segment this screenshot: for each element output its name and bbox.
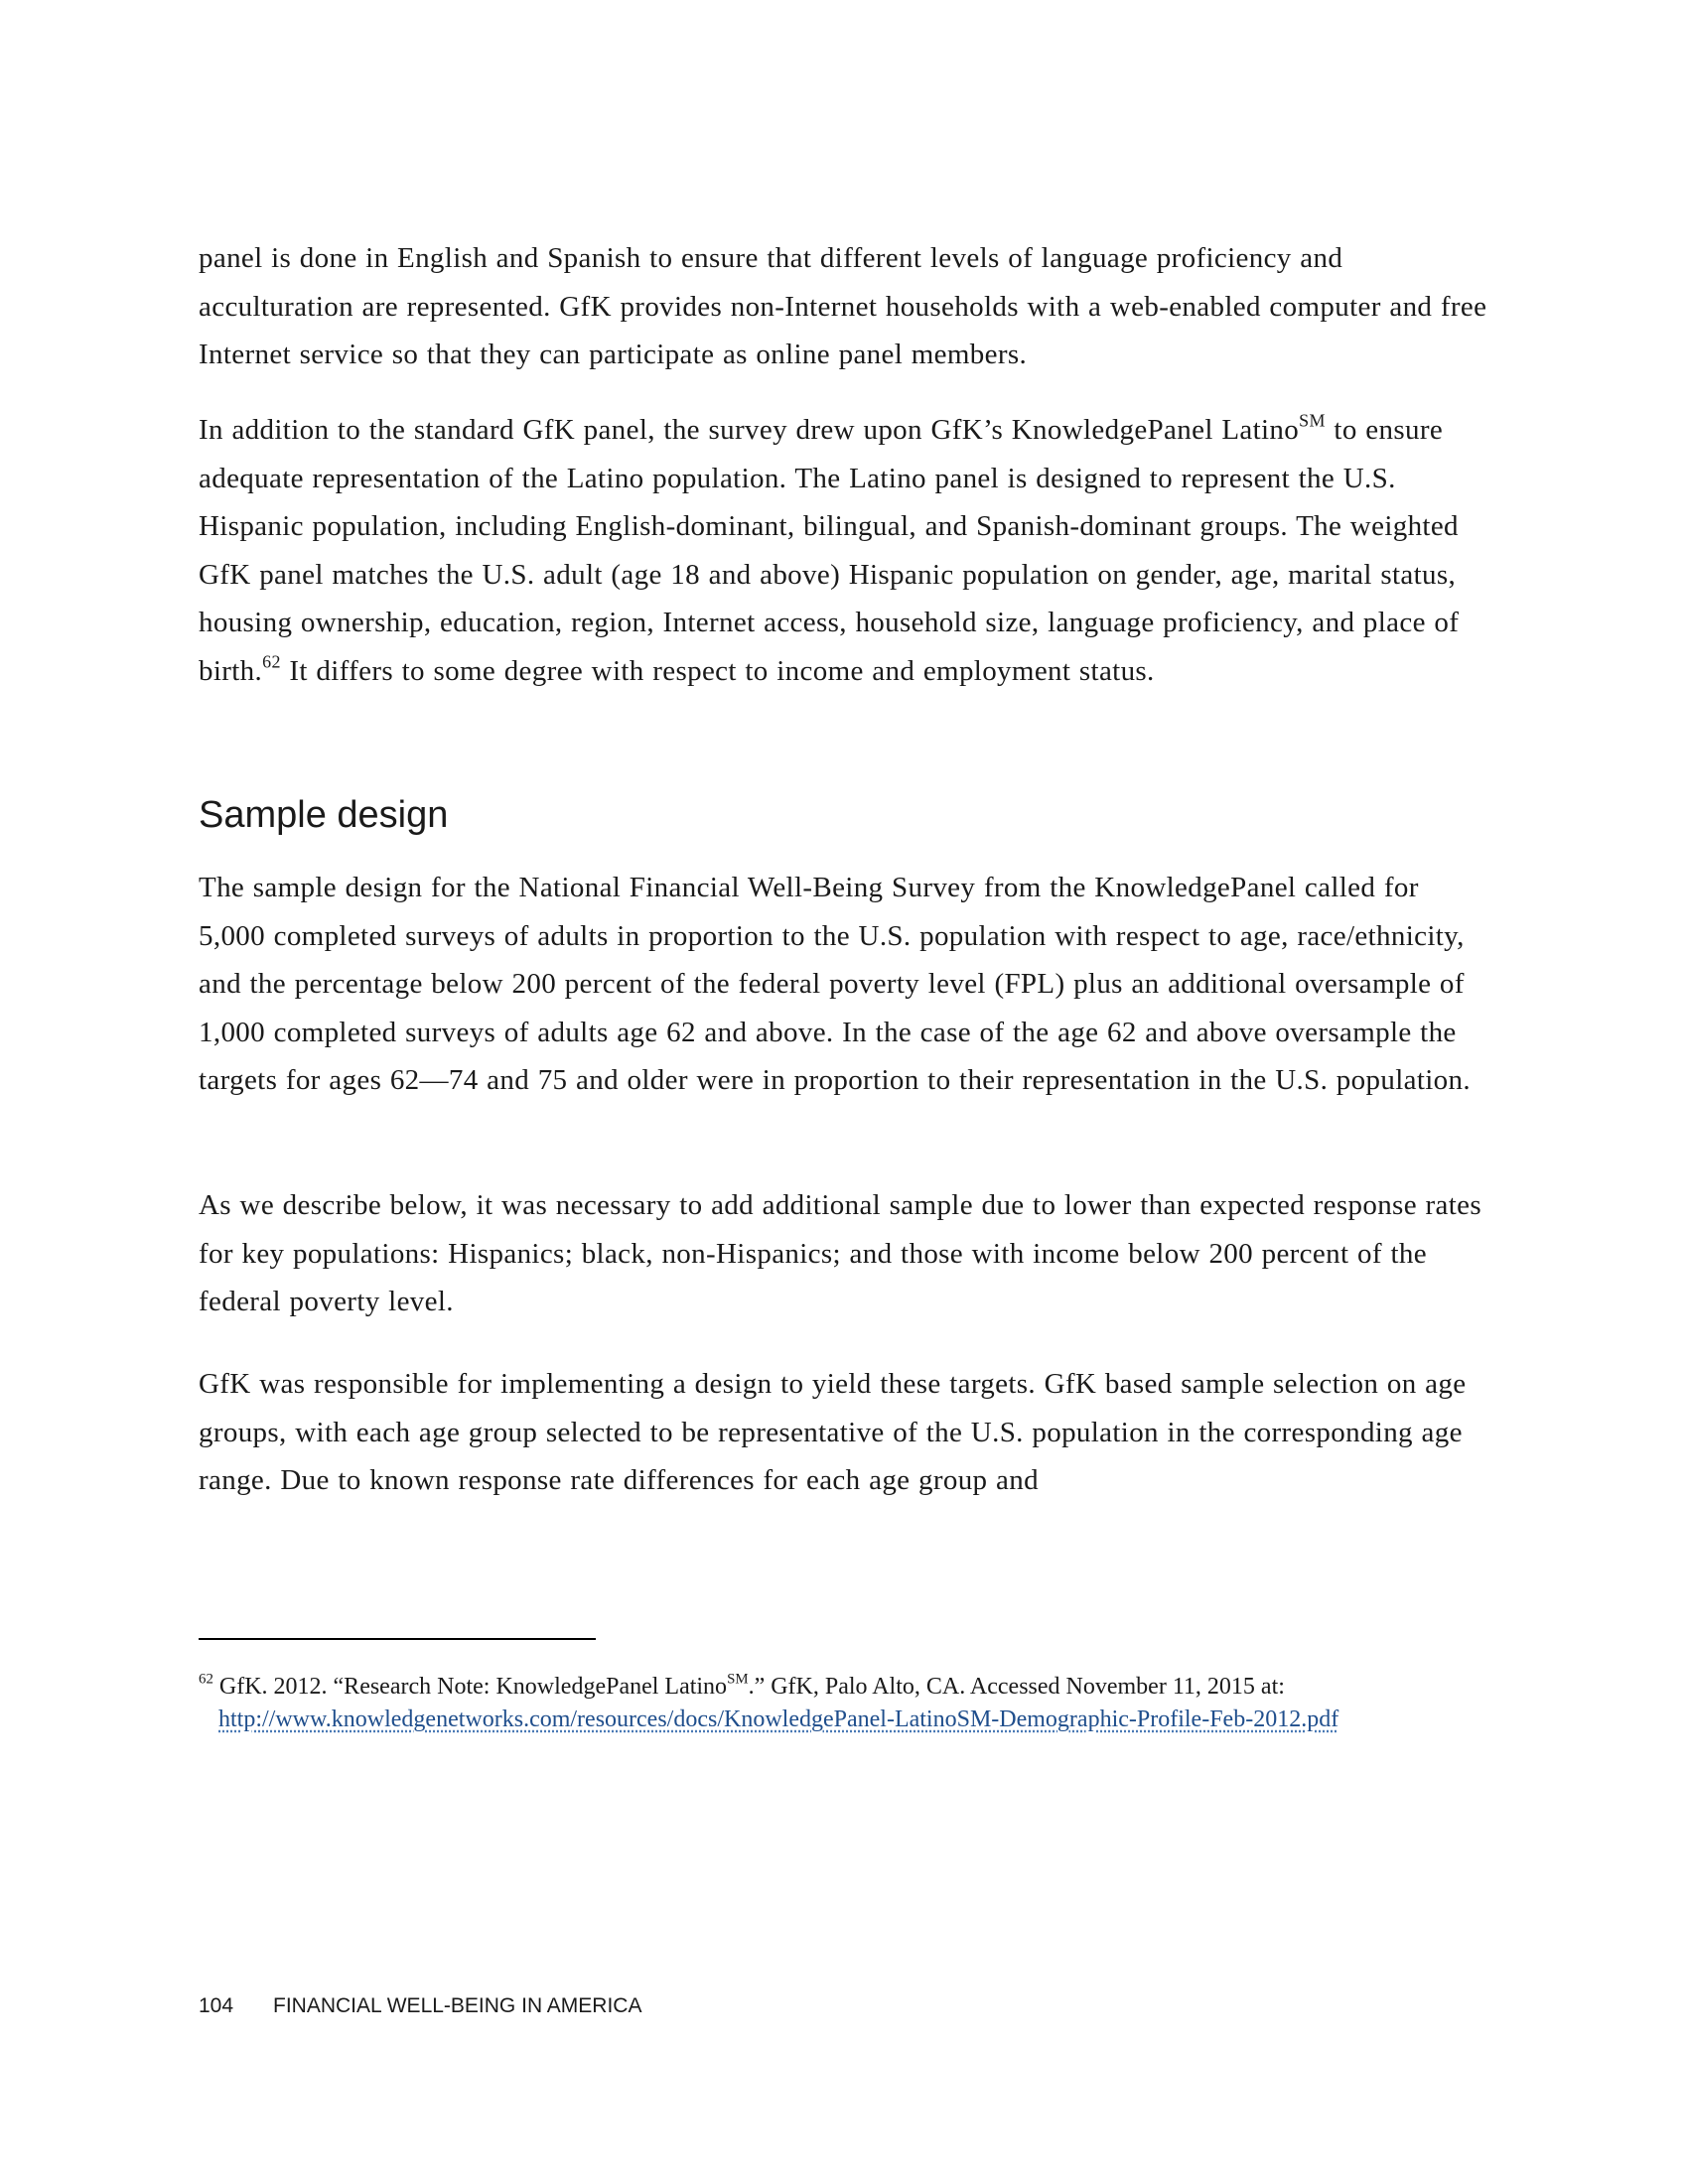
- footnote-divider: [199, 1638, 596, 1640]
- section-heading: Sample design: [199, 794, 449, 836]
- latino-text-part1: In addition to the standard GfK panel, the survey drew upon GfK’s KnowledgePanel Latino: [199, 414, 1300, 446]
- body-column-sample: [199, 864, 1489, 1105]
- footnote-url-link[interactable]: http://www.knowledgenetworks.com/resources/docs/KnowledgePanel-LatinoSM-Demographic-Profile-Feb-2012.pdf: [218, 1706, 1339, 1732]
- body-column-latino: [199, 406, 1489, 695]
- footnote-number: 62: [199, 1671, 213, 1688]
- paragraph-additional-sample: As we describe below, it was necessary to add additional sample due to lower than expected response rates for key populations: Hispanics; black, non-Hispanics; and those with income below 200 percent of the federal poverty level.: [199, 1189, 1482, 1317]
- service-mark: SM: [1299, 410, 1326, 431]
- footnote-reference[interactable]: 62: [262, 650, 281, 671]
- footnote: [199, 1671, 1430, 1736]
- body-column-additional: [199, 1181, 1489, 1326]
- footnote-text-part1: GfK. 2012. “Research Note: KnowledgePanel Latino: [212, 1674, 728, 1700]
- body-column-top: [199, 234, 1489, 379]
- footnote-link-wrap: [199, 1704, 1430, 1736]
- page-footer: [199, 1994, 641, 2018]
- paragraph-latino-panel: [199, 406, 1489, 695]
- latino-text-part2: to ensure adequate representation of the Latino population. The Latino panel is designed to represent the U.S. Hispanic population, including English-dominant, bilingual, and Spanish-dominant groups. The weighted GfK panel matches the U.S. adult (age 18 and above) Hispanic population on gender, age, marital status, housing ownership, education, region, Internet access, household size, language proficiency, and place of birth.: [199, 414, 1460, 687]
- section-heading-wrap: [199, 794, 1489, 837]
- latino-text-part3: It differs to some degree with respect to income and employment status.: [280, 654, 1155, 687]
- footnote-service-mark: SM: [727, 1671, 749, 1688]
- page-number: 104: [199, 1994, 234, 2017]
- paragraph-panel-languages: panel is done in English and Spanish to ensure that different levels of language proficiency and acculturation are represented. GfK provides non-Internet households with a web-enabled computer and free Internet service so that they can participate as online panel members.: [199, 242, 1487, 370]
- publication-title: FINANCIAL WELL-BEING IN AMERICA: [273, 1994, 642, 2017]
- paragraph-sample-design: The sample design for the National Financial Well-Being Survey from the KnowledgePanel called for 5,000 completed surveys of adults in proportion to the U.S. population with respect to age, race/ethnicity, and the percentage below 200 percent of the federal poverty level (FPL) plus an additional oversample of 1,000 completed surveys of adults age 62 and above. In the case of the age 62 and above oversample the targets for ages 62—74 and 75 and older were in proportion to their representation in the U.S. population.: [199, 872, 1471, 1096]
- paragraph-gfk-design: GfK was responsible for implementing a design to yield these targets. GfK based sample selection on age groups, with each age group selected to be representative of the U.S. population in the corresponding age range. Due to known response rate differences for each age group and: [199, 1368, 1467, 1496]
- footnote-text-part2: .” GfK, Palo Alto, CA. Accessed November 11, 2015 at:: [748, 1674, 1285, 1700]
- body-column-gfk: [199, 1360, 1489, 1505]
